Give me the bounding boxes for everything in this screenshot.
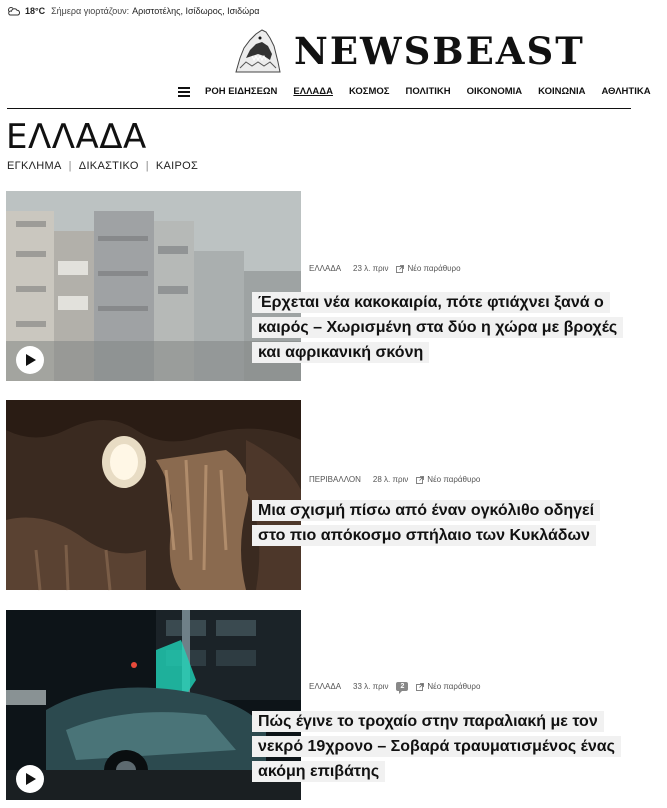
article-time: 33 λ. πριν [353, 682, 389, 691]
video-play-button[interactable] [16, 765, 44, 793]
subcategory-separator: | [68, 160, 72, 172]
logo-wordmark: NEWSBEAST [294, 29, 585, 73]
nav-item-oikonomia[interactable]: ΟΙΚΟΝΟΜΙΑ [466, 86, 523, 97]
article-headline[interactable]: Μια σχισμή πίσω από έναν ογκόλιθο οδηγεί στο πιο απόκοσμο σπήλαιο των Κυκλάδων [252, 498, 622, 548]
subcategory-kairos[interactable]: ΚΑΙΡΟΣ [155, 160, 199, 172]
article-time: 28 λ. πριν [372, 475, 409, 484]
play-icon [25, 354, 37, 366]
article-card[interactable] [6, 610, 631, 800]
article-headline[interactable]: Πώς έγινε το τροχαίο στην παραλιακή με τον νεκρό 19χρονο – Σοβαρά τραυματισμένος ένας ακόμη επιβάτης [252, 709, 622, 784]
nav-item-ellada[interactable]: ΕΛΛΑΔΑ [293, 86, 333, 97]
article-meta [309, 475, 480, 484]
namedays: Αριστοτέλης, Ισίδωρος, Ισιδώρα [132, 6, 260, 16]
article-time: 23 λ. πριν [353, 264, 389, 273]
main-navigation [0, 82, 651, 104]
new-window-link[interactable]: Νέο παράθυρο [427, 682, 481, 691]
subcategory-nav [7, 160, 198, 172]
subcategory-dikastiko[interactable]: ΔΙΚΑΣΤΙΚΟ [78, 160, 139, 172]
nav-divider [7, 108, 631, 109]
article-category[interactable]: ΕΛΛΑΔΑ [309, 682, 342, 691]
subcategory-egklima[interactable]: ΕΓΚΛΗΜΑ [7, 160, 62, 172]
comment-count-badge[interactable]: 2 [396, 682, 408, 691]
video-play-button[interactable] [16, 346, 44, 374]
new-window-icon[interactable] [396, 265, 404, 273]
shark-icon [230, 28, 282, 74]
nav-item-athlitika[interactable]: ΑΘΛΗΤΙΚΑ [601, 86, 651, 97]
article-category[interactable]: ΠΕΡΙΒΑΛΛΟΝ [309, 475, 361, 484]
nav-item-koinonia[interactable]: ΚΟΙΝΩΝΙΑ [538, 86, 586, 97]
temperature: 18°C [25, 6, 46, 16]
nav-item-roi-eidiseon[interactable]: ΡΟΗ ΕΙΔΗΣΕΩΝ [205, 86, 278, 97]
top-info-bar [7, 3, 260, 19]
article-meta [309, 264, 461, 273]
nav-list [205, 86, 667, 97]
article-headline[interactable]: Έρχεται νέα κακοκαιρία, πότε φτιάχνει ξανά ο καιρός – Χωρισμένη στα δύο η χώρα με βροχές και αφρικανική σκόνη [252, 290, 622, 365]
subcategory-separator: | [145, 160, 149, 172]
article-meta [309, 682, 480, 691]
article-category[interactable]: ΕΛΛΑΔΑ [309, 264, 342, 273]
cloud-sun-icon [7, 6, 21, 16]
namedays-prefix: Σήμερα γιορτάζουν: [51, 6, 130, 16]
new-window-icon[interactable] [416, 476, 424, 484]
new-window-link[interactable]: Νέο παράθυρο [407, 264, 461, 273]
new-window-link[interactable]: Νέο παράθυρο [427, 475, 481, 484]
article-card[interactable] [6, 400, 631, 590]
page-title: ΕΛΛΑΔΑ [6, 117, 147, 157]
nav-item-politiki[interactable]: ΠΟΛΙΤΙΚΗ [405, 86, 451, 97]
site-logo[interactable] [230, 28, 585, 74]
nav-item-kosmos[interactable]: ΚΟΣΜΟΣ [348, 86, 390, 97]
article-card[interactable] [6, 191, 631, 381]
hamburger-menu-icon[interactable] [178, 87, 190, 97]
play-icon [25, 773, 37, 785]
new-window-icon[interactable] [416, 683, 424, 691]
cave-stalactites-image[interactable] [6, 400, 301, 590]
